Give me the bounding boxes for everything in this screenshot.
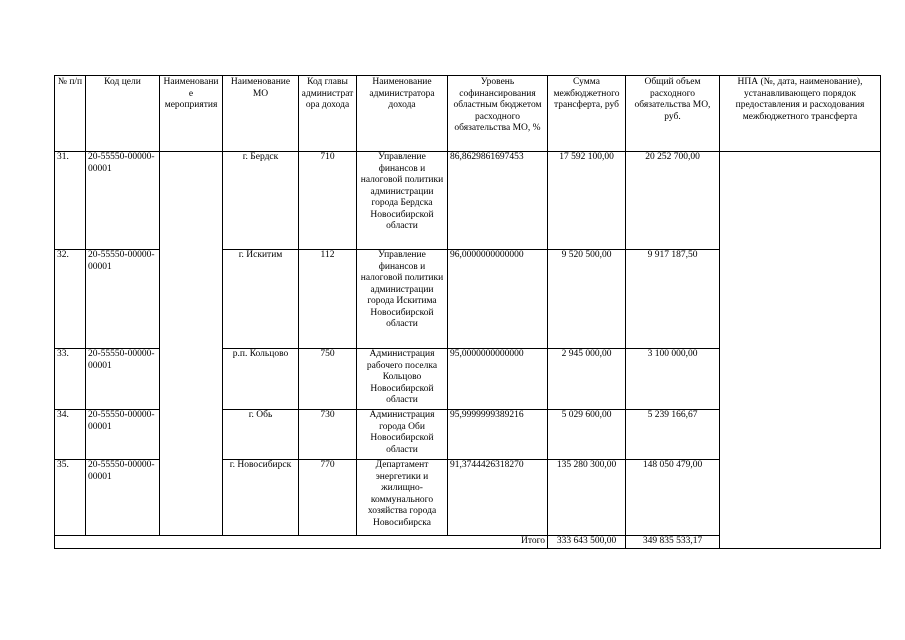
row-transfer-sum: 135 280 300,00 — [548, 460, 626, 536]
row-admin-code: 710 — [299, 152, 357, 250]
row-cofinancing-level: 96,0000000000000 — [448, 250, 548, 349]
row-admin-name: Управление финансов и налоговой политики администрации города Бердска Новосибирской области — [357, 152, 448, 250]
row-num: 35. — [55, 460, 86, 536]
row-admin-name: Департамент энергетики и жилищно-коммунального хозяйства города Новосибирска — [357, 460, 448, 536]
header-admin-name: Наименование администратора дохода — [357, 76, 448, 152]
row-num: 34. — [55, 410, 86, 460]
row-cofinancing-level: 95,9999999389216 — [448, 410, 548, 460]
row-admin-code: 730 — [299, 410, 357, 460]
total-obligation-sum: 349 835 533,17 — [626, 536, 720, 549]
row-mo-name: г. Бердск — [223, 152, 299, 250]
row-num: 33. — [55, 349, 86, 410]
budget-transfer-table — [54, 75, 881, 549]
header-activity-name: Наименование мероприятия — [160, 76, 223, 152]
header-num: № п/п — [55, 76, 86, 152]
row-mo-name: г. Новосибирск — [223, 460, 299, 536]
header-transfer-sum: Сумма межбюджетного трансферта, руб — [548, 76, 626, 152]
row-npa — [720, 152, 881, 549]
row-transfer-sum: 5 029 600,00 — [548, 410, 626, 460]
header-total-obligation: Общий объем расходного обязательства МО, руб. — [626, 76, 720, 152]
row-num: 31. — [55, 152, 86, 250]
row-total-obligation: 5 239 166,67 — [626, 410, 720, 460]
header-goal-code: Код цели — [86, 76, 160, 152]
row-goal-code: 20-55550-00000-00001 — [86, 460, 160, 536]
row-admin-name: Администрация рабочего поселка Кольцово Новосибирской области — [357, 349, 448, 410]
header-mo-name: Наименование МО — [223, 76, 299, 152]
row-transfer-sum: 2 945 000,00 — [548, 349, 626, 410]
row-goal-code: 20-55550-00000-00001 — [86, 349, 160, 410]
row-transfer-sum: 9 520 500,00 — [548, 250, 626, 349]
row-admin-code: 770 — [299, 460, 357, 536]
header-cofinancing-level: Уровень софинансирования областным бюджетом расходного обязательства МО, % — [448, 76, 548, 152]
row-admin-name: Администрация города Оби Новосибирской области — [357, 410, 448, 460]
table-header-row — [55, 76, 881, 152]
row-admin-code: 112 — [299, 250, 357, 349]
row-mo-name: г. Искитим — [223, 250, 299, 349]
row-transfer-sum: 17 592 100,00 — [548, 152, 626, 250]
row-mo-name: р.п. Кольцово — [223, 349, 299, 410]
row-cofinancing-level: 95,0000000000000 — [448, 349, 548, 410]
row-total-obligation: 20 252 700,00 — [626, 152, 720, 250]
total-label: Итого — [55, 536, 548, 549]
row-cofinancing-level: 86,8629861697453 — [448, 152, 548, 250]
header-admin-code: Код главы администратора дохода — [299, 76, 357, 152]
row-admin-name: Управление финансов и налоговой политики администрации города Искитима Новосибирской области — [357, 250, 448, 349]
header-npa: НПА (№, дата, наименование), устанавливающего порядок предоставления и расходования межбюджетного трансферта — [720, 76, 881, 152]
total-transfer-sum: 333 643 500,00 — [548, 536, 626, 549]
row-goal-code: 20-55550-00000-00001 — [86, 410, 160, 460]
row-activity-name — [160, 152, 223, 536]
row-mo-name: г. Обь — [223, 410, 299, 460]
table-row — [55, 152, 881, 250]
row-total-obligation: 148 050 479,00 — [626, 460, 720, 536]
row-cofinancing-level: 91,3744426318270 — [448, 460, 548, 536]
row-admin-code: 750 — [299, 349, 357, 410]
row-total-obligation: 3 100 000,00 — [626, 349, 720, 410]
row-goal-code: 20-55550-00000-00001 — [86, 152, 160, 250]
row-num: 32. — [55, 250, 86, 349]
row-goal-code: 20-55550-00000-00001 — [86, 250, 160, 349]
row-total-obligation: 9 917 187,50 — [626, 250, 720, 349]
